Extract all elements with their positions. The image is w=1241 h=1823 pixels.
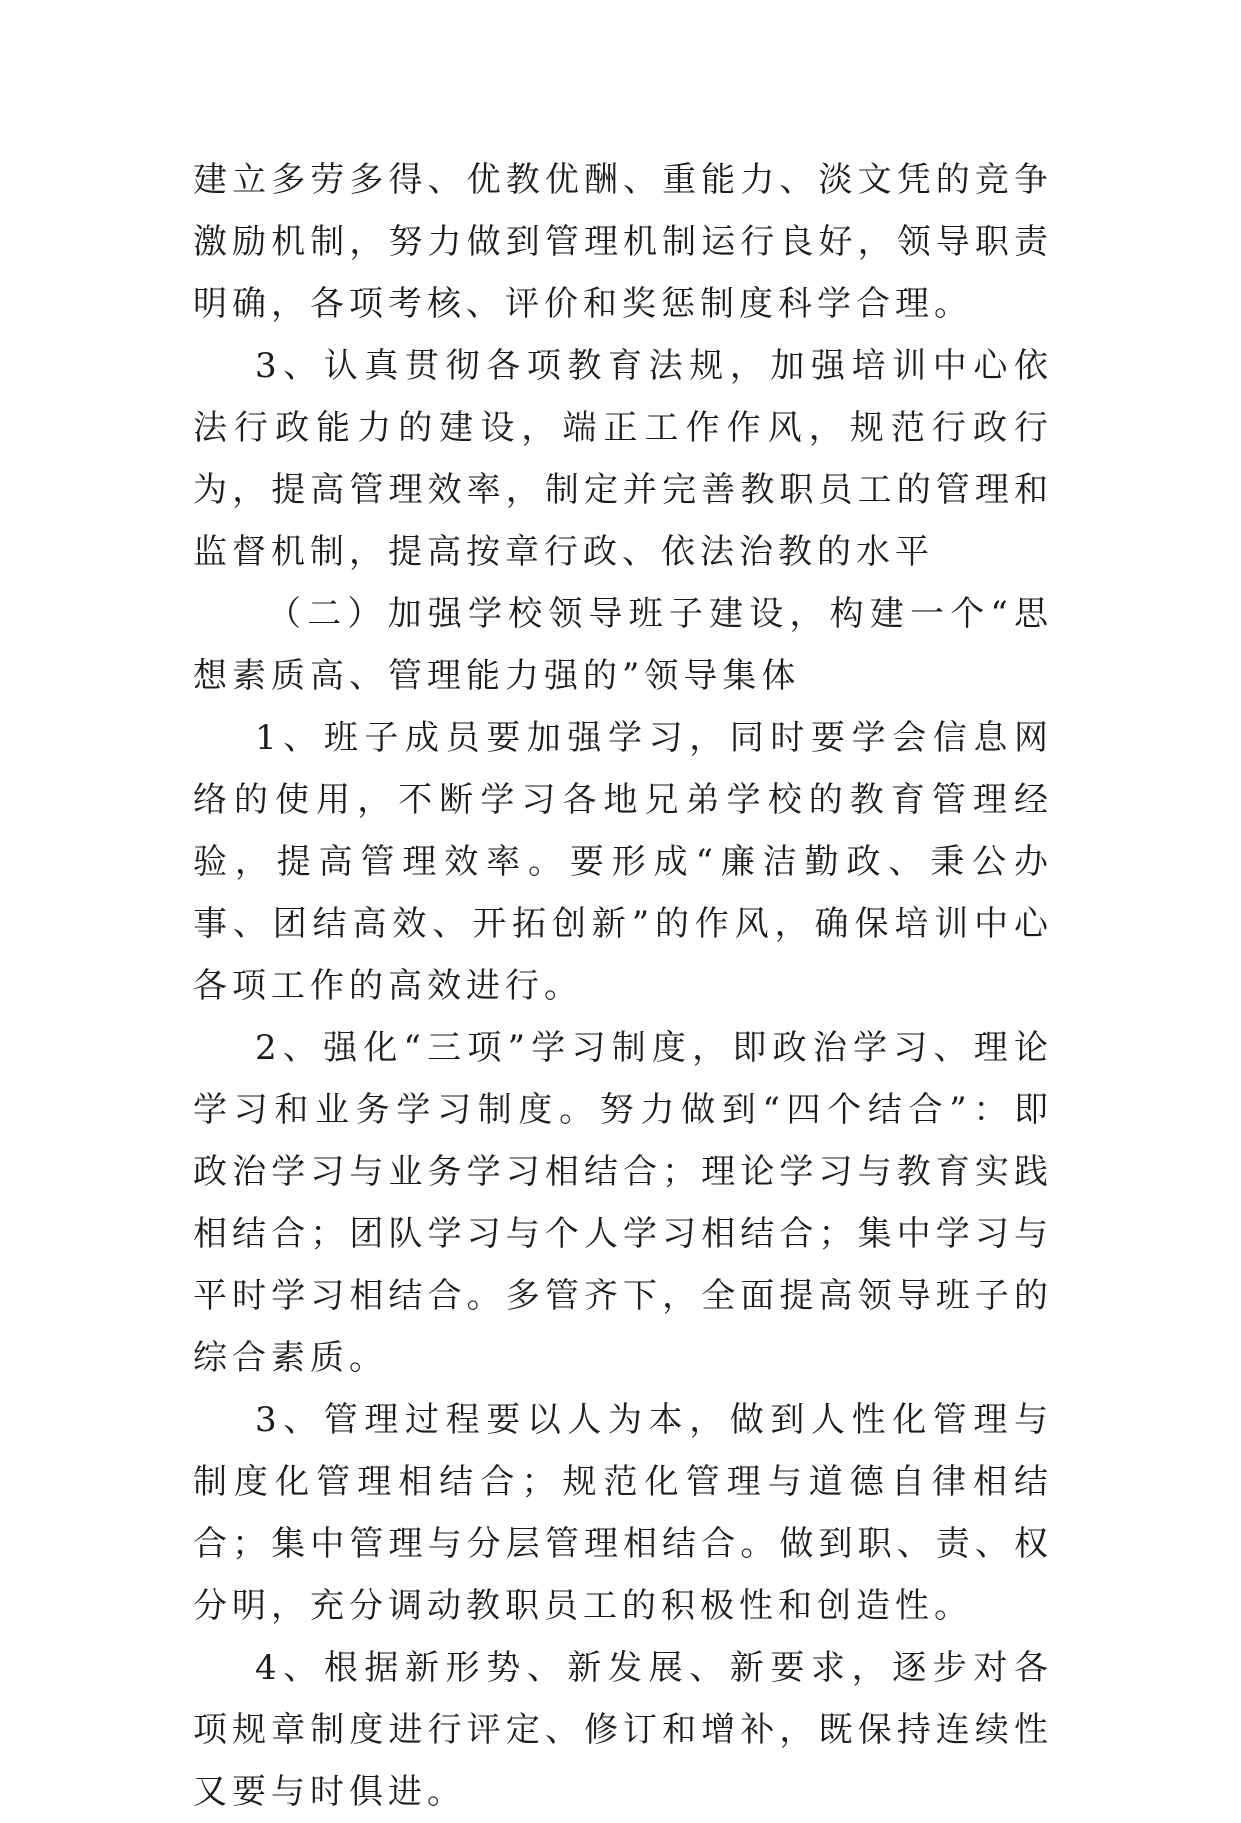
document-body xyxy=(193,149,1053,1823)
paragraph-item-1-study: 1、班子成员要加强学习，同时要学会信息网络的使用，不断学习各地兄弟学校的教育管理经验，提高管理效率。要形成“廉洁勤政、秉公办事、团结高效、开拓创新”的作风，确保培训中心各项工作的高效进行。 xyxy=(193,718,1053,1006)
paragraph-item-2-learning-system: 2、强化“三项”学习制度，即政治学习、理论学习和业务学习制度。努力做到“四个结合”：即政治学习与业务学习相结合；理论学习与教育实践相结合；团队学习与个人学习相结合；集中学习与平时学习相结合。多管齐下，全面提高领导班子的综合素质。 xyxy=(193,1028,1053,1378)
paragraph-item-3-management: 3、管理过程要以人为本，做到人性化管理与制度化管理相结合；规范化管理与道德自律相结合；集中管理与分层管理相结合。做到职、责、权分明，充分调动教职员工的积极性和创造性。 xyxy=(193,1400,1053,1626)
paragraph-item-4-regulations: 4、根据新形势、新发展、新要求，逐步对各项规章制度进行评定、修订和增补，既保持连续性又要与时俱进。 xyxy=(193,1648,1053,1812)
section-heading-leadership: （二）加强学校领导班子建设，构建一个“思想素质高、管理能力强的”领导集体 xyxy=(193,594,1053,696)
paragraph-incentive-mechanism: 建立多劳多得、优教优酬、重能力、淡文凭的竞争激励机制，努力做到管理机制运行良好，领导职责明确，各项考核、评价和奖惩制度科学合理。 xyxy=(193,160,1053,324)
paragraph-item-3-education-laws: 3、认真贯彻各项教育法规，加强培训中心依法行政能力的建设，端正工作作风，规范行政行为，提高管理效率，制定并完善教职员工的管理和监督机制，提高按章行政、依法治教的水平 xyxy=(193,346,1053,572)
